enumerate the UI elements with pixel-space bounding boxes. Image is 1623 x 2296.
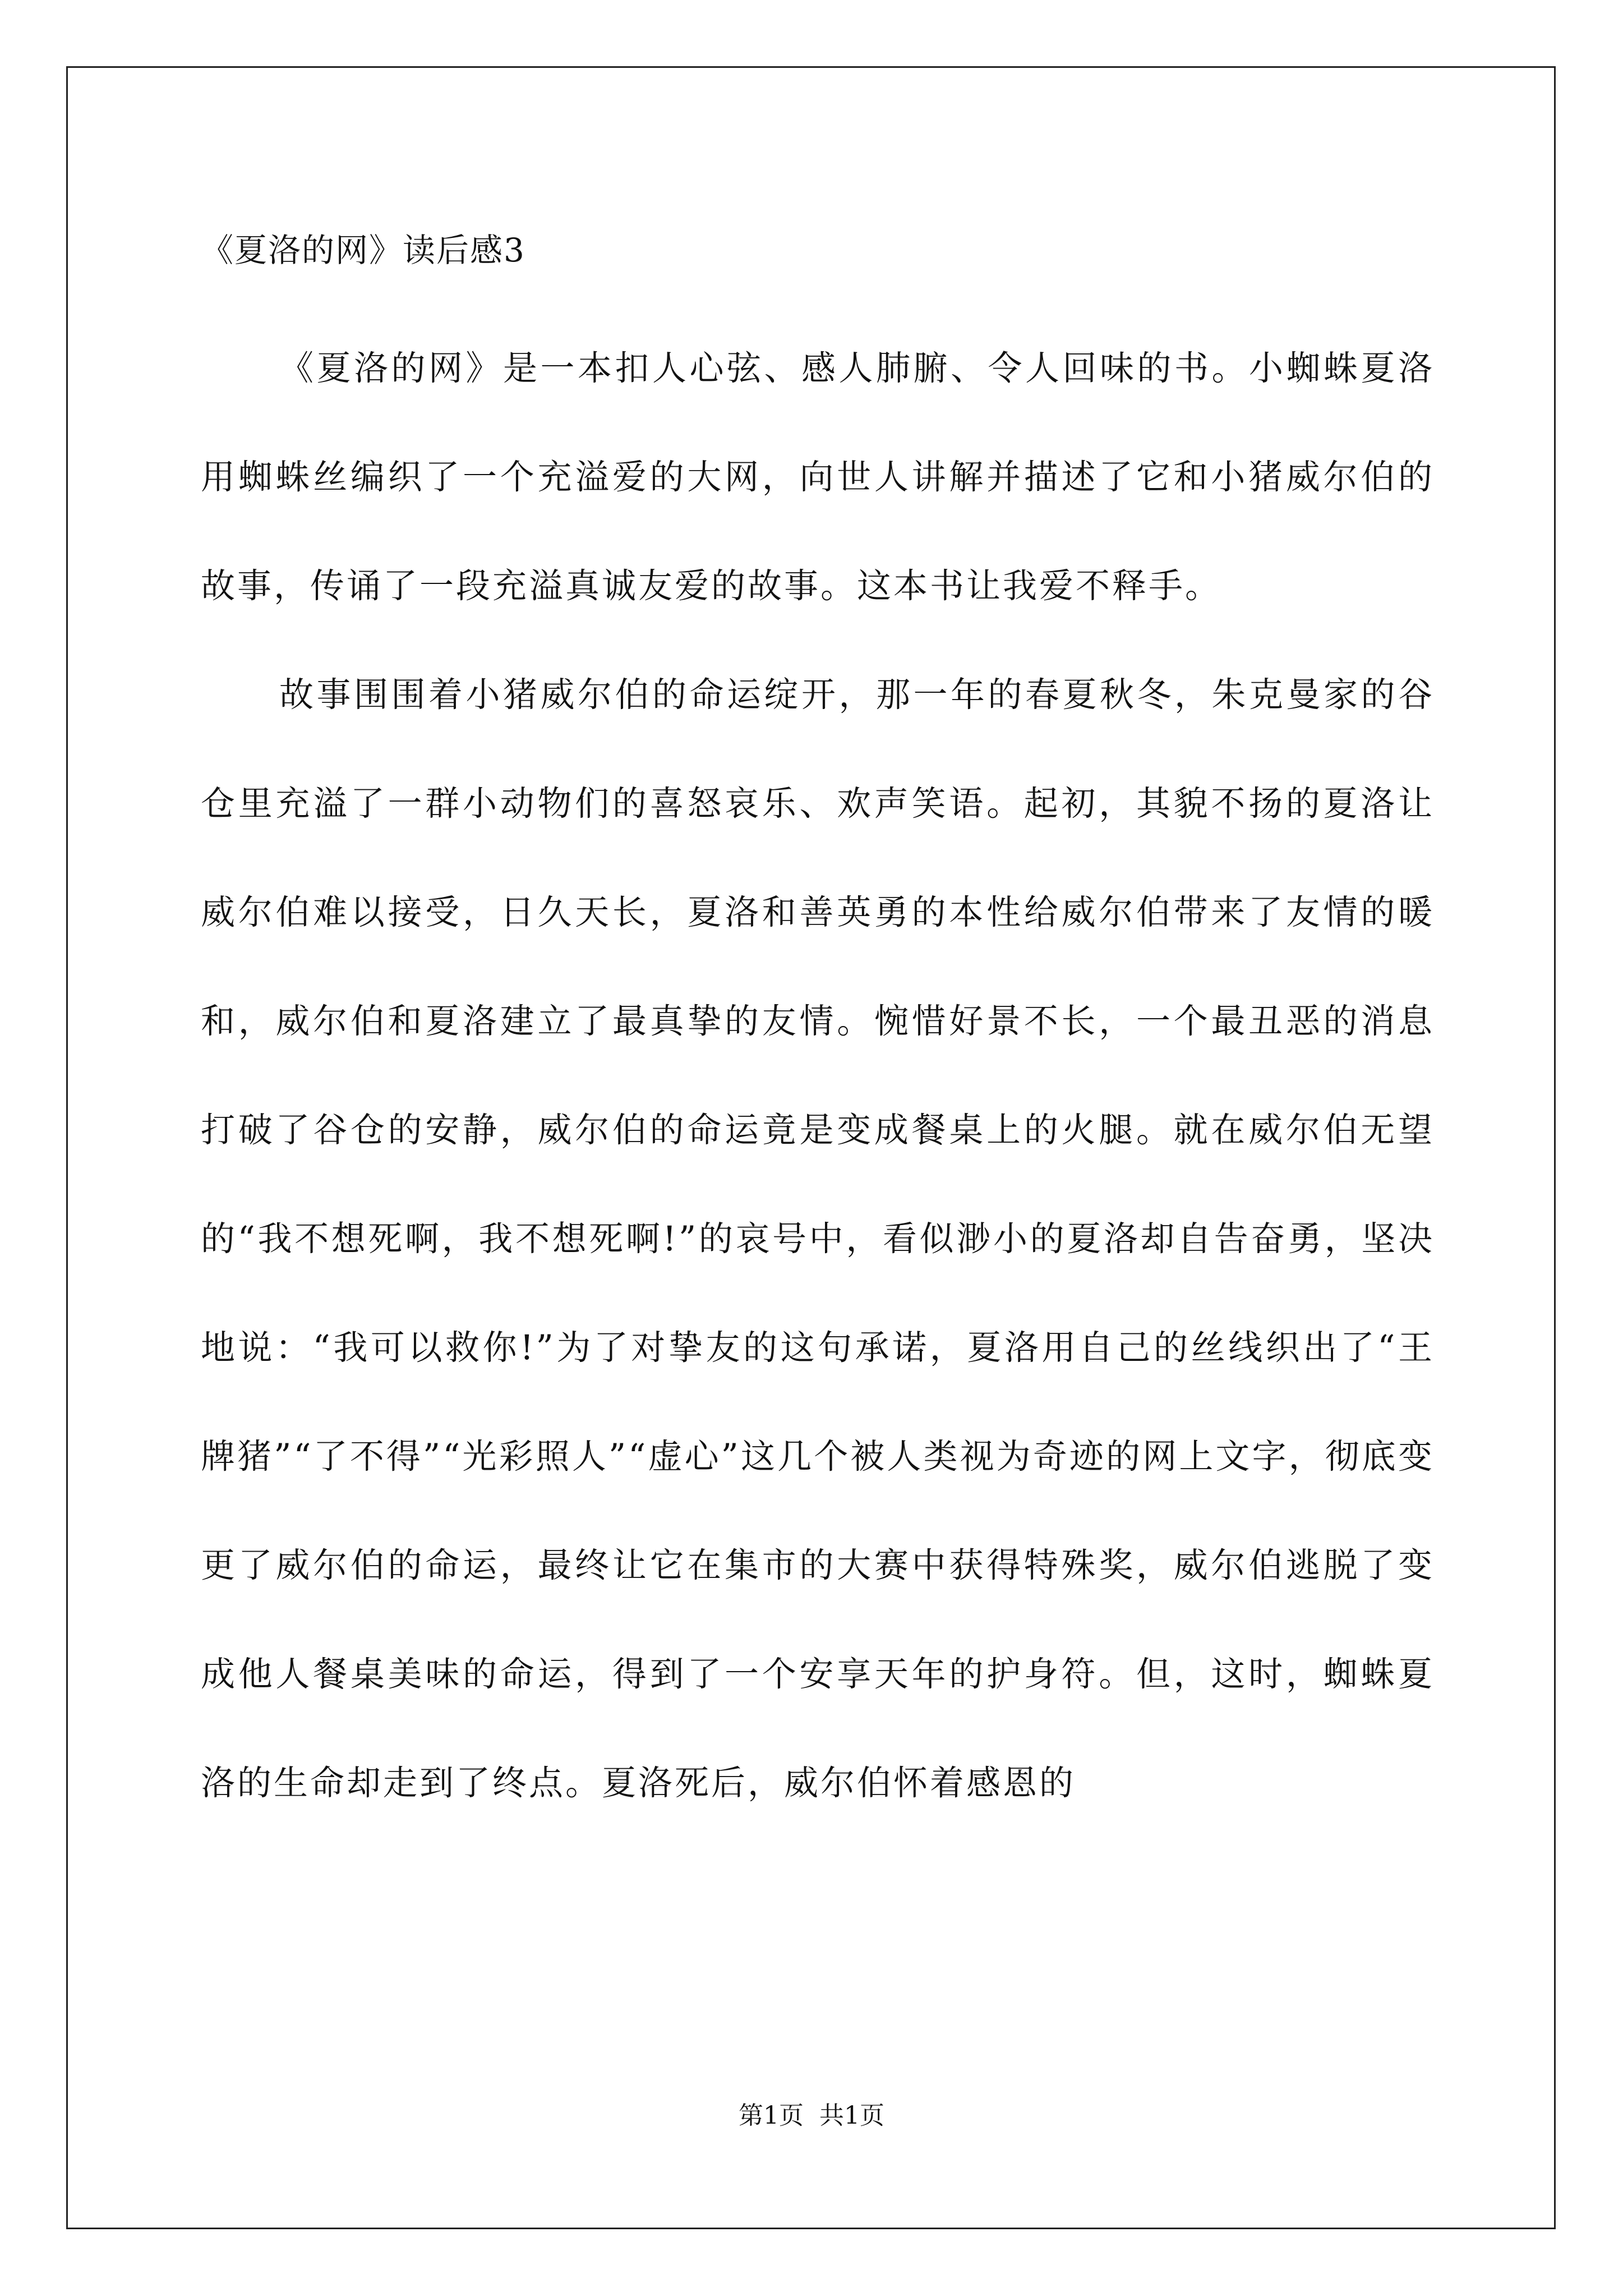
page-number-current: 第1页 — [739, 2101, 804, 2130]
page-number-total: 共1页 — [819, 2101, 884, 2130]
paragraph-intro: 《夏洛的网》是一本扣人心弦、感人肺腑、令人回味的书。小蜘蛛夏洛用蜘蛛丝编织了一个充溢爱的大网，向世人讲解并描述了它和小猪威尔伯的故事，传诵了一段充溢真诚友爱的故事。这本书让我爱不释手。 — [201, 348, 1435, 606]
document-body — [201, 223, 1435, 1838]
page-footer — [0, 2099, 1623, 2133]
paragraph-story: 故事围围着小猪威尔伯的命运绽开，那一年的春夏秋冬，朱克曼家的谷仓里充溢了一群小动物们的喜怒哀乐、欢声笑语。起初，其貌不扬的夏洛让威尔伯难以接受，日久天长，夏洛和善英勇的本性给威尔伯带来了友情的暖和，威尔伯和夏洛建立了最真挚的友情。惋惜好景不长，一个最丑恶的消息打破了谷仓的安静，威尔伯的命运竟是变成餐桌上的火腿。就在威尔伯无望的“我不想死啊，我不想死啊!”的哀号中，看似渺小的夏洛却自告奋勇，坚决地说：“我可以救你!”为了对挚友的这句承诺，夏洛用自己的丝线织出了“王牌猪”“了不得”“光彩照人”“虚心”这几个被人类视为奇迹的网上文字，彻底变更了威尔伯的命运，最终让它在集市的大赛中获得特殊奖，威尔伯逃脱了变成他人餐桌美味的命运，得到了一个安享天年的护身符。但，这时，蜘蛛夏洛的生命却走到了终点。夏洛死后，威尔伯怀着感恩的 — [201, 675, 1435, 1803]
document-title: 《夏洛的网》读后感3 — [201, 231, 525, 269]
